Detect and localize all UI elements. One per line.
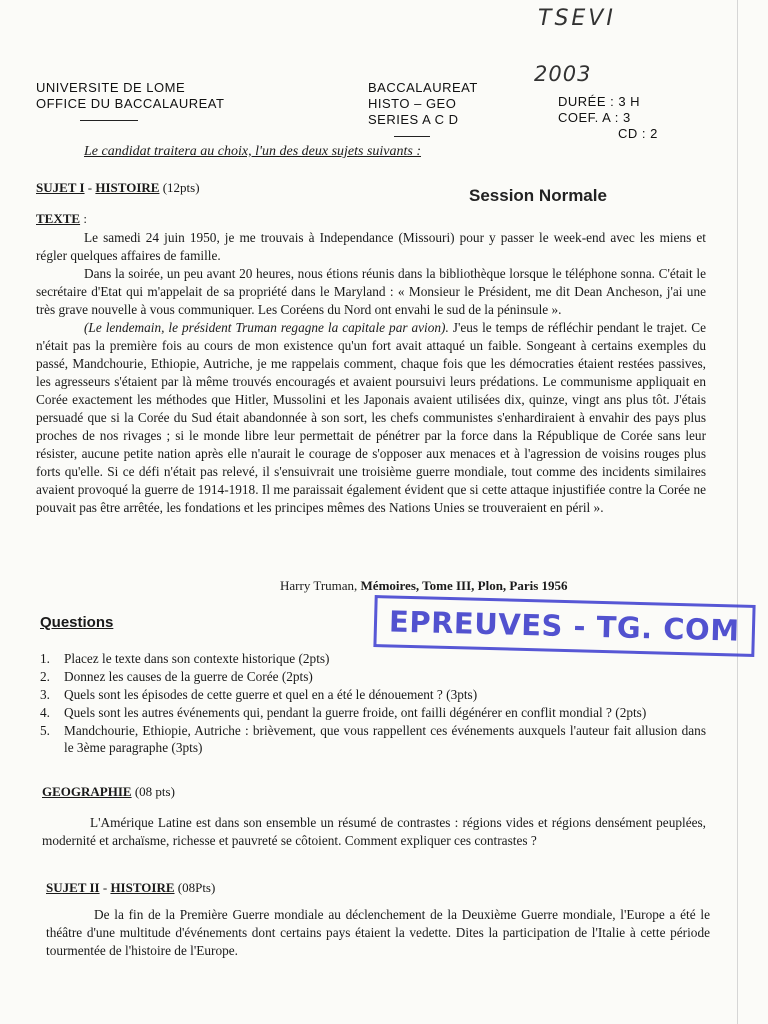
paragraph-3: (Le lendemain, le président Truman regagne la capitale par avion). J'eus le temps de réfléchir pendant le trajet. Ce n'était pas la première fois au cours de mon existence qu'un fort avait attaqué un faible. Songeant à certains exemples du passé, Mandchourie, Ethiopie, Autriche, je me rappelais comment, chaque fois que les démocraties étaient restées passives, les agresseurs s'étaient par là même trouvés encouragés et avaient poursuivi leurs prédations. Le communisme appliquait en Corée exactement les méthodes que Hitler, Mussolini et les Japonais avaient utilisées dix, quinze, vingt ans plus tôt. J'étais persuadé que si la Corée du Sud était abandonnée à son sort, les chefs communistes s'enhardiraient à envahir des pays plus proches de nos rivages ; si le monde libre leur permettait de pénétrer par la force dans la République de Corée sans leur résister, aucune petite nation après elle n'aurait le courage de s'opposer aux menaces et à l'agression de voisins rouges plus forts qu'elle. Si ce défi n'était pas relevé, il s'ensuivrait une troisième guerre mondiale, tout comme des incidents similaires avaient provoqué la guerre de 1914-1918. Il me paraissait également évident que si cette attaque injustifiée contre la Corée ne pouvait pas être arrêtée, les fondations et les principes mêmes des Nations Unies se trouveraient en péril ».	[36, 320, 706, 515]
handwritten-name: TSEVI	[538, 6, 616, 31]
watermark-stamp: EPREUVES - TG. COM	[373, 595, 755, 657]
sujet2-label: SUJET II	[46, 880, 100, 895]
header-middle	[368, 80, 478, 137]
sujet1-title: SUJET I - HISTOIRE (12pts)	[36, 180, 200, 195]
paragraph-2: Dans la soirée, un peu avant 20 heures, nous étions réunis dans la bibliothèque lorsque le téléphone sonna. C'était le secrétaire d'Etat qui m'appelait de sa propriété dans le Maryland : « Monsieur le Président, me dit Dean Ancheson, j'ai une très grave nouvelle à vous communiquer. Les Coréens du Nord ont envahi le sud de la péninsule ».	[36, 266, 706, 317]
coefficient-cd: CD : 2	[618, 126, 658, 141]
question-item: 4. Quels sont les autres événements qui, pendant la guerre froide, ont failli dégénérer en conflit mondial ? (2pts)	[40, 705, 647, 720]
geographie-text: L'Amérique Latine est dans son ensemble un résumé de contrastes : régions vides et régions densément peuplées, modernité et archaïsme, richesse et pauvreté se côtoient. Comment expliquer ces contrastes ?	[42, 815, 706, 848]
question-item: 1. Placez le texte dans son contexte historique (2pts)	[40, 651, 330, 666]
exam-subject: HISTO – GEO	[368, 96, 457, 111]
instruction-line: Le candidat traitera au choix, l'un des deux sujets suivants :	[84, 144, 422, 159]
sujet1-subject: HISTOIRE	[95, 180, 160, 195]
divider	[80, 120, 138, 121]
texte-label: TEXTE :	[36, 211, 87, 226]
sujet2-text: De la fin de la Première Guerre mondiale au déclenchement de la Deuxième Guerre mondiale, l'Europe a été le théâtre d'une multitude d'événements dont certains pays étaient la vedette. Dites la participation de l'Italie à cette période tourmentée de l'histoire de l'Europe.	[46, 907, 710, 958]
coefficient-a: COEF. A : 3	[558, 110, 631, 125]
question-item: 2. Donnez les causes de la guerre de Corée (2pts)	[40, 669, 313, 684]
citation-source: Mémoires, Tome III, Plon, Paris 1956	[360, 578, 568, 593]
text-body	[36, 229, 706, 517]
geographie-title: GEOGRAPHIE (08 pts)	[42, 784, 175, 799]
questions-list	[40, 650, 706, 757]
sujet1-label: SUJET I	[36, 180, 85, 195]
sujet2-title: SUJET II - HISTOIRE (08Pts)	[46, 880, 216, 895]
italic-lead: (Le lendemain, le président Truman regagne la capitale par avion).	[84, 320, 449, 335]
citation	[280, 578, 568, 594]
question-item: 5. Mandchourie, Ethiopie, Autriche : brièvement, que vous rappellent ces événements auxquels l'auteur fait allusion dans le 3ème paragraphe (3pts)	[40, 723, 706, 755]
paragraph-1: Le samedi 24 juin 1950, je me trouvais à Independance (Missouri) pour y passer le week-end avec les miens et régler quelques affaires de famille.	[36, 230, 706, 263]
header-right	[558, 94, 658, 142]
questions-title: Questions	[40, 614, 114, 631]
exam-series: SERIES A C D	[368, 112, 459, 127]
divider	[394, 136, 430, 137]
office-name: OFFICE DU BACCALAUREAT	[36, 96, 225, 111]
sujet2-points: (08Pts)	[177, 880, 216, 895]
header-left	[36, 80, 224, 121]
citation-author: Harry Truman,	[280, 578, 361, 593]
sujet2-subject: HISTOIRE	[110, 880, 175, 895]
handwritten-year: 2003	[534, 62, 592, 86]
question-item: 3. Quels sont les épisodes de cette guerre et quel en a été le dénouement ? (3pts)	[40, 687, 478, 702]
duration: DURÉE : 3 H	[558, 94, 641, 109]
page-edge	[737, 0, 738, 1024]
university-name: UNIVERSITE DE LOME	[36, 80, 186, 95]
exam-name: BACCALAUREAT	[368, 80, 478, 95]
sujet1-points: (12pts)	[162, 180, 200, 195]
session-label: Session Normale	[469, 186, 607, 205]
